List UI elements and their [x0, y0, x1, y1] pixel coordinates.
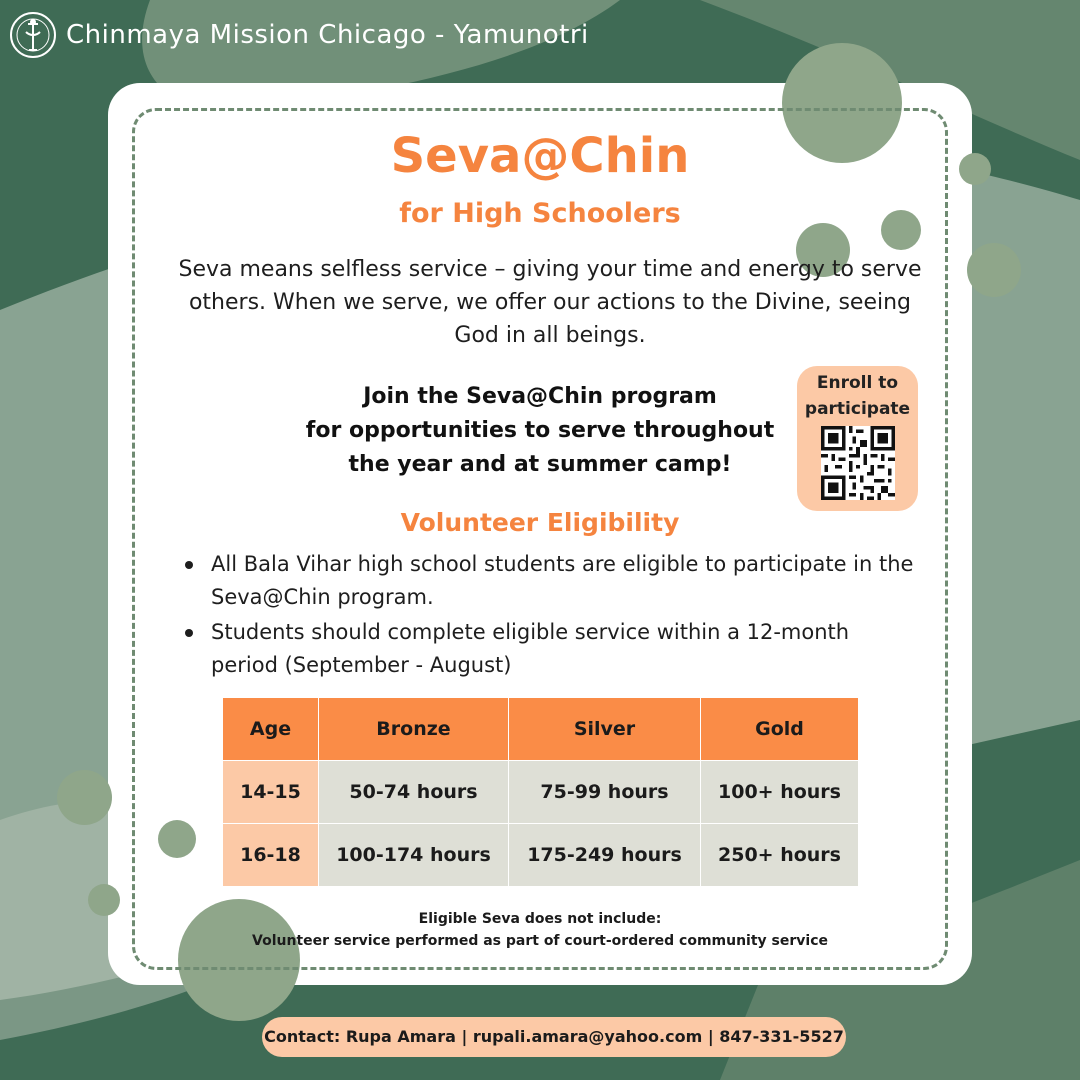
enroll-label-line: participate	[804, 399, 911, 419]
gold-cell: 100+ hours	[701, 761, 859, 824]
gold-cell: 250+ hours	[701, 824, 859, 887]
enroll-qr-box[interactable]	[797, 366, 918, 511]
organization-header	[8, 10, 589, 60]
seva-levels-table	[222, 697, 859, 887]
bronze-cell: 50-74 hours	[319, 761, 509, 824]
note-line: Eligible Seva does not include:	[418, 911, 662, 927]
silver-cell: 175-249 hours	[509, 824, 701, 887]
age-cell: 14-15	[223, 761, 319, 824]
column-header-silver: Silver	[509, 698, 701, 761]
enroll-label	[797, 370, 918, 422]
flyer-title: Seva@Chin	[390, 128, 690, 184]
organization-name: Chinmaya Mission Chicago - Yamunotri	[66, 20, 589, 50]
table-row	[223, 761, 859, 824]
exclusion-note	[108, 908, 972, 952]
join-line: Join the Seva@Chin program	[363, 384, 717, 409]
eligibility-list	[185, 548, 920, 684]
silver-cell: 75-99 hours	[509, 761, 701, 824]
note-line: Volunteer service performed as part of court-ordered community service	[252, 933, 828, 949]
list-item: Students should complete eligible service within a 12-month period (September - August)	[185, 616, 920, 682]
join-program-text	[280, 380, 800, 482]
contact-pill[interactable]: Contact: Rupa Amara | rupali.amara@yahoo.com | 847-331-5527	[262, 1017, 846, 1057]
table-row	[223, 824, 859, 887]
list-item: All Bala Vihar high school students are eligible to participate in the Seva@Chin program.	[185, 548, 920, 614]
flyer-subtitle: for High Schoolers	[399, 198, 681, 229]
decor-circle	[967, 243, 1021, 297]
bronze-cell: 100-174 hours	[319, 824, 509, 887]
column-header-bronze: Bronze	[319, 698, 509, 761]
column-header-age: Age	[223, 698, 319, 761]
chinmaya-mission-emblem-icon	[8, 10, 58, 60]
qr-code-icon[interactable]	[821, 426, 895, 500]
table-header-row	[223, 698, 859, 761]
seva-description: Seva means selfless service – giving your time and energy to serve others. When we serve, we offer our actions to the Divine, seeing God in all beings.	[178, 257, 922, 348]
decor-circle	[57, 770, 112, 825]
enroll-label-line: Enroll to	[816, 373, 899, 393]
join-line: for opportunities to serve throughout	[305, 418, 775, 443]
eligibility-heading: Volunteer Eligibility	[400, 508, 680, 537]
column-header-gold: Gold	[701, 698, 859, 761]
join-line: the year and at summer camp!	[348, 452, 732, 477]
age-cell: 16-18	[223, 824, 319, 887]
